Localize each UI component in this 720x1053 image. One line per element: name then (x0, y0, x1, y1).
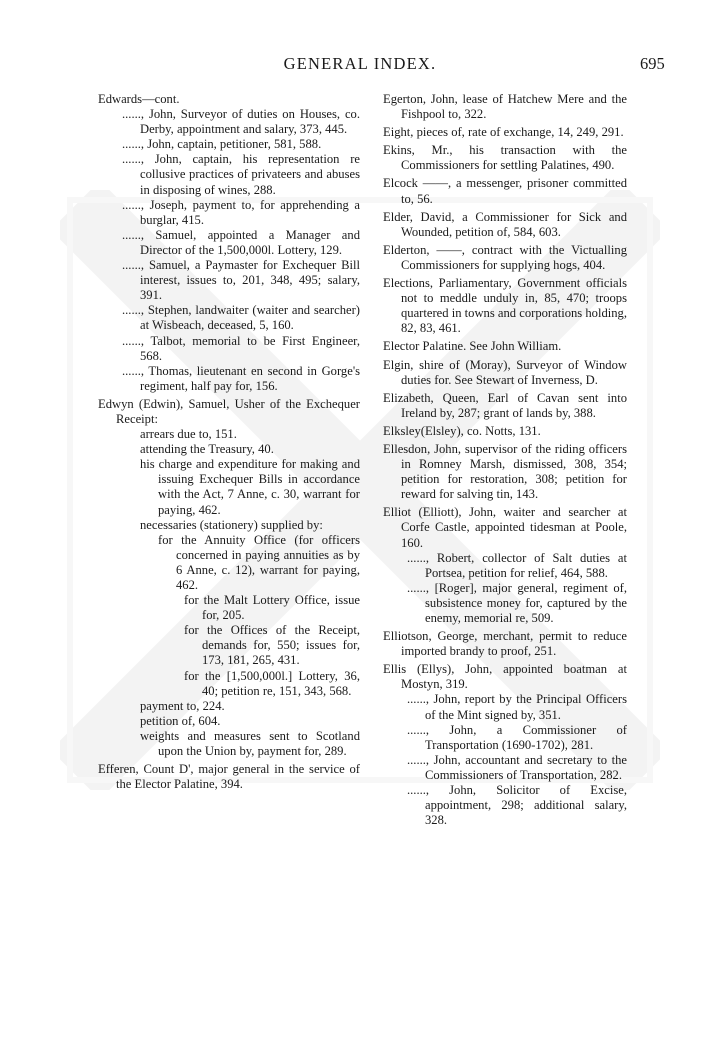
index-entry: ......, John, Surveyor of duties on Houses, co. Derby, appointment and salary, 373, 445. (122, 107, 360, 137)
index-entry: Eight, pieces of, rate of exchange, 14, 249, 291. (383, 125, 624, 140)
index-entry: for the Malt Lottery Office, issue for, 205. (184, 593, 360, 623)
index-entry: Elder, David, a Commissioner for Sick and Wounded, petition of, 584, 603. (383, 209, 627, 239)
index-entry: attending the Treasury, 40. (140, 442, 274, 457)
index-entry: payment to, 224. (140, 698, 225, 713)
page-number: 695 (640, 54, 665, 73)
index-entry: ......, John, report by the Principal Officers of the Mint signed by, 351. (407, 692, 627, 722)
index-entry: Edwyn (Edwin), Samuel, Usher of the Exchequer Receipt: (98, 396, 360, 426)
index-entry: for the [1,500,000l.] Lottery, 36, 40; petition re, 151, 343, 568. (184, 668, 360, 698)
page-header-title: GENERAL INDEX. (283, 54, 437, 73)
index-entry: ......, [Roger], major general, regiment of, subsistence money for, captured by the enemy, memorial re, 509. (407, 580, 627, 625)
index-column-right (383, 92, 627, 828)
index-entry: his charge and expenditure for making and issuing Exchequer Bills in accordance with the Act, 7 Anne, c. 30, warrant for paying, 462. (140, 457, 360, 517)
index-entry: ......, Samuel, appointed a Manager and Director of the 1,500,000l. Lottery, 129. (122, 227, 360, 257)
index-entry: Efferen, Count D', major general in the service of the Elector Palatine, 394. (98, 762, 360, 792)
index-entry: Elections, Parliamentary, Government officials not to meddle unduly in, 85, 470; troops quartered in towns and corporations holding, 82, 83, 461. (383, 276, 627, 336)
index-entry: Ekins, Mr., his transaction with the Commissioners for settling Palatines, 490. (383, 143, 627, 173)
index-column-left (98, 92, 360, 792)
index-entry: ......, John, a Commissioner of Transportation (1690-1702), 281. (407, 722, 627, 752)
index-entry: Elector Palatine. See John William. (383, 339, 562, 354)
index-entry: arrears due to, 151. (140, 427, 237, 442)
index-entry: ......, John, Solicitor of Excise, appointment, 298; additional salary, 328. (407, 783, 627, 828)
index-entry: Elgin, shire of (Moray), Surveyor of Window duties for. See Stewart of Inverness, D. (383, 357, 627, 387)
index-entry: ......, John, captain, his representation re collusive practices of privateers and abuses in disposing of wines, 288. (122, 152, 360, 197)
index-entry: Elliotson, George, merchant, permit to reduce imported brandy to proof, 251. (383, 629, 627, 659)
index-entry: ......, Joseph, payment to, for apprehending a burglar, 415. (122, 197, 360, 227)
index-entry: ......, Robert, collector of Salt duties at Portsea, petition for relief, 464, 588. (407, 550, 627, 580)
index-entry: Elliot (Elliott), John, waiter and searcher at Corfe Castle, appointed tidesman at Poole, 160. (383, 505, 627, 550)
index-entry: Egerton, John, lease of Hatchew Mere and the Fishpool to, 322. (383, 92, 627, 122)
index-entry: Elderton, ——, contract with the Victualling Commissioners for supplying hogs, 404. (383, 242, 627, 272)
index-entry: ......, Stephen, landwaiter (waiter and searcher) at Wisbeach, deceased, 5, 160. (122, 303, 360, 333)
index-entry: ......, John, captain, petitioner, 581, 588. (122, 137, 322, 152)
index-entry: necessaries (stationery) supplied by: (140, 517, 323, 532)
index-entry: weights and measures sent to Scotland upon the Union by, payment for, 289. (140, 728, 360, 759)
index-entry: ......, Thomas, lieutenant en second in Gorge's regiment, half pay for, 156. (122, 363, 360, 393)
index-entry: Elksley(Elsley), co. Notts, 131. (383, 423, 541, 438)
index-entry: Edwards—cont. (98, 92, 180, 106)
index-entry: Ellesdon, John, supervisor of the riding officers in Romney Marsh, dismissed, 308, 354; petition for restoration, 308; petition for reward for salving tin, 143. (383, 441, 627, 502)
index-entry: ......, Samuel, a Paymaster for Exchequer Bill interest, issues to, 201, 348, 495; salary, 391. (122, 258, 360, 303)
index-entry: for the Annuity Office (for officers concerned in paying annuities as by 6 Anne, c. 12), warrant for paying, 462. (158, 532, 360, 592)
index-entry: petition of, 604. (140, 713, 221, 728)
index-entry: Elcock ——, a messenger, prisoner committed to, 56. (383, 176, 627, 206)
index-entry: ......, John, accountant and secretary to the Commissioners of Transportation, 282. (407, 752, 627, 782)
index-entry: Elizabeth, Queen, Earl of Cavan sent into Ireland by, 287; grant of lands by, 388. (383, 390, 627, 420)
index-entry: Ellis (Ellys), John, appointed boatman at Mostyn, 319. (383, 662, 627, 692)
index-entry: for the Offices of the Receipt, demands for, 550; issues for, 173, 181, 265, 431. (184, 623, 360, 668)
index-entry: ......, Talbot, memorial to be First Engineer, 568. (122, 333, 360, 363)
